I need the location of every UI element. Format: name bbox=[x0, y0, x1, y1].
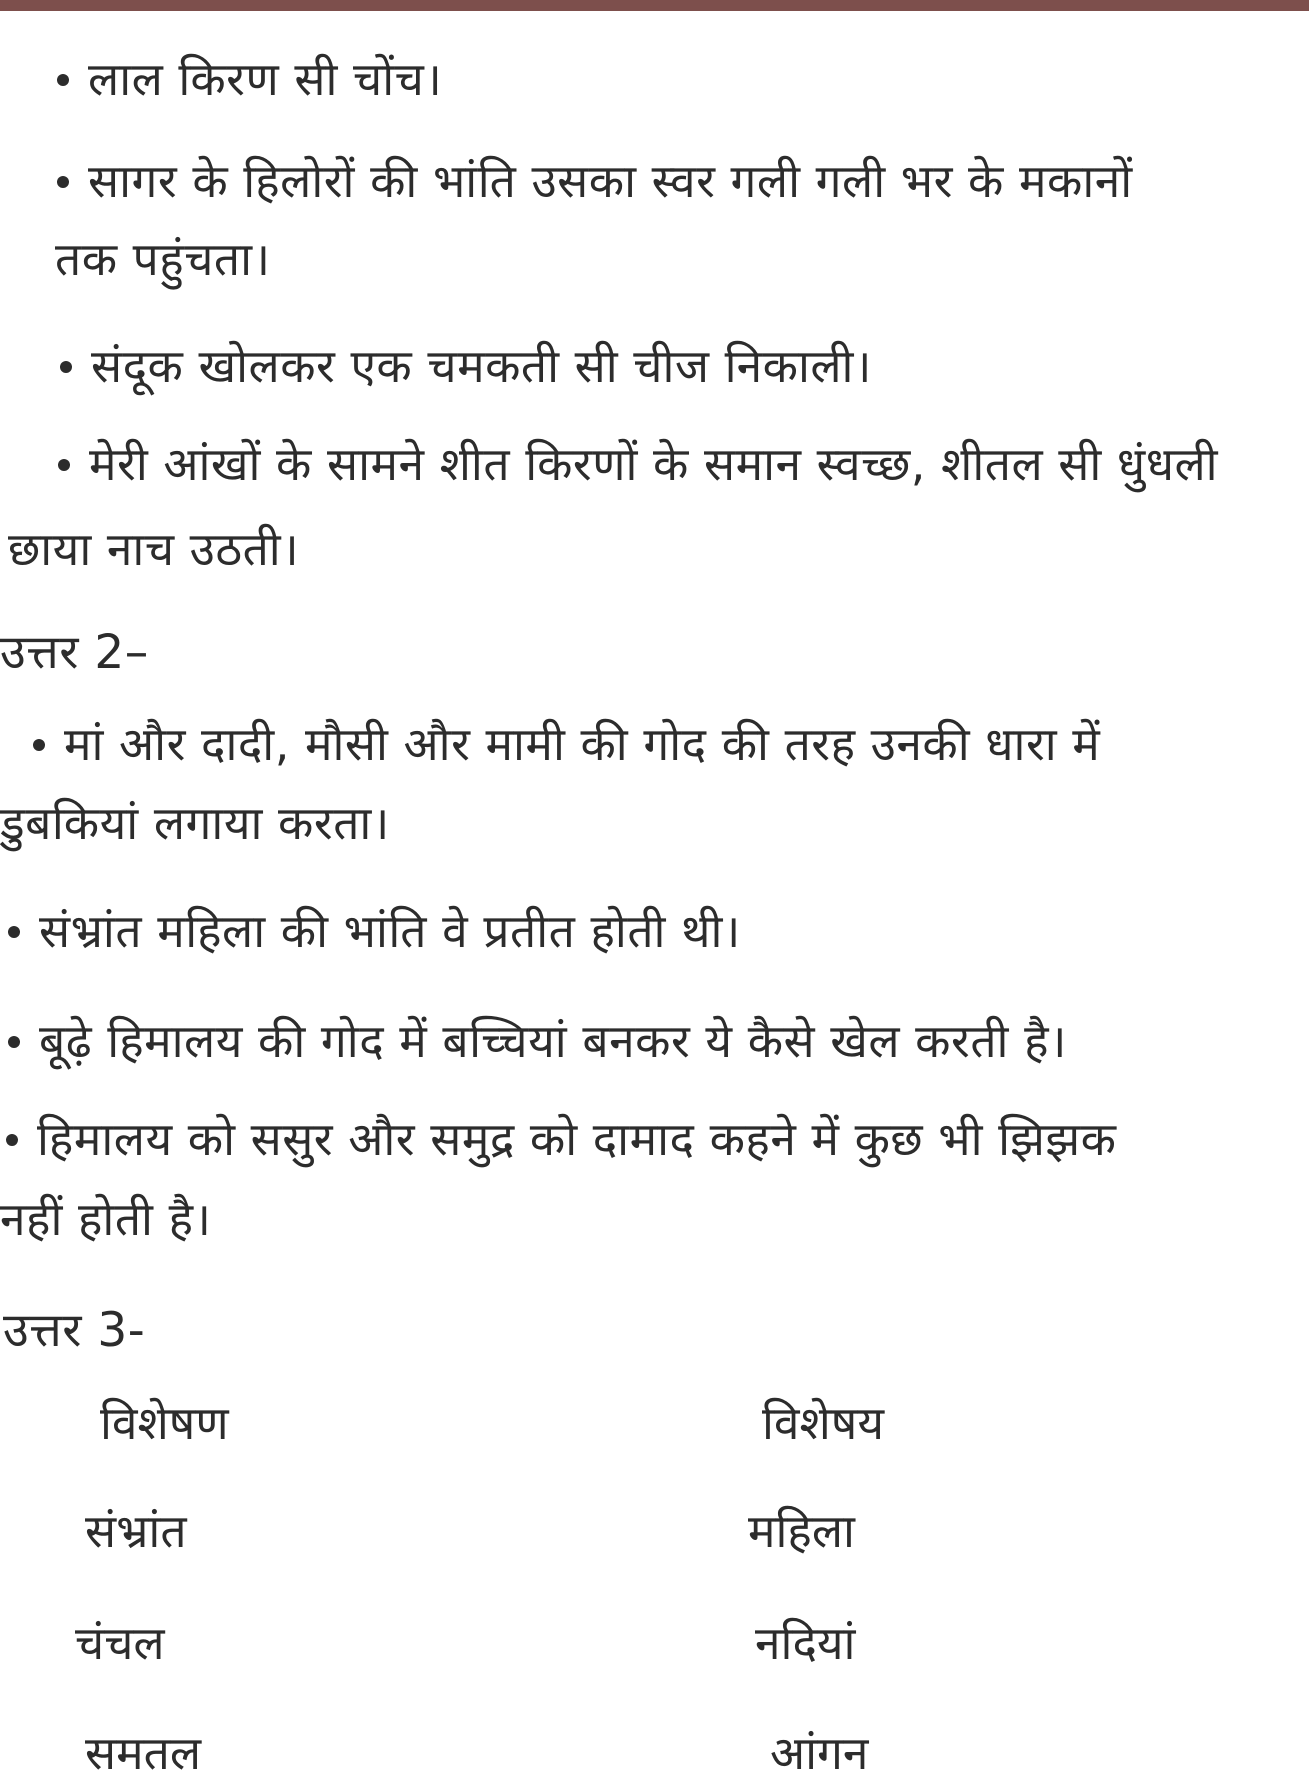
bullet-text: बूढ़े हिमालय की गोद में बच्चियां बनकर ये कैसे खेल करती है। bbox=[39, 1014, 1067, 1068]
bullet-text: मेरी आंखों के सामने शीत किरणों के समान स्वच्छ, शीतल सी धुंधली bbox=[89, 437, 1219, 491]
bullet-item bbox=[8, 1010, 1067, 1072]
bullet-text-continued: तक पहुंचता। bbox=[55, 232, 271, 286]
bullet-text: लाल किरण सी चोंच। bbox=[88, 52, 443, 106]
answer2-heading: उत्तर 2– bbox=[0, 625, 149, 680]
bullet-dot-icon bbox=[60, 361, 72, 373]
table-cell: चंचल bbox=[75, 1616, 165, 1670]
bullet-text-continued: छाया नाच उठती। bbox=[8, 522, 300, 576]
table-cell: आंगन bbox=[770, 1726, 869, 1780]
bullet-item bbox=[6, 1108, 1116, 1170]
top-bar bbox=[0, 0, 1309, 11]
bullet-dot-icon bbox=[58, 459, 70, 471]
bullet-text: हिमालय को ससुर और समुद्र को दामाद कहने में कुछ भी झिझक bbox=[37, 1112, 1117, 1166]
table-header-visheshan: विशेषण bbox=[100, 1396, 229, 1450]
bullet-dot-icon bbox=[8, 1036, 20, 1048]
table-cell: समतल bbox=[85, 1726, 202, 1780]
bullet-dot-icon bbox=[6, 1134, 18, 1146]
bullet-text: सागर के हिलोरों की भांति उसका स्वर गली गली भर के मकानों bbox=[88, 154, 1133, 208]
bullet-item bbox=[60, 335, 872, 397]
bullet-text-continued: डुबकियां लगाया करता। bbox=[0, 796, 390, 850]
bullet-text-continued: नहीं होती है। bbox=[0, 1192, 212, 1246]
bullet-item bbox=[57, 48, 442, 110]
table-cell: संभ्रांत bbox=[85, 1504, 187, 1558]
table-header-visheshya: विशेषय bbox=[762, 1396, 885, 1450]
table-cell: महिला bbox=[748, 1504, 855, 1558]
table-cell: नदियां bbox=[755, 1616, 856, 1670]
bullet-dot-icon bbox=[33, 739, 45, 751]
bullet-text: संदूक खोलकर एक चमकती सी चीज निकाली। bbox=[91, 339, 872, 393]
bullet-dot-icon bbox=[8, 926, 20, 938]
bullet-text: संभ्रांत महिला की भांति वे प्रतीत होती थी। bbox=[39, 904, 741, 958]
answer3-heading: उत्तर 3- bbox=[3, 1303, 146, 1358]
bullet-dot-icon bbox=[57, 176, 69, 188]
bullet-item bbox=[33, 713, 1100, 775]
bullet-item bbox=[8, 900, 741, 962]
bullet-item bbox=[57, 150, 1133, 212]
bullet-text: मां और दादी, मौसी और मामी की गोद की तरह उनकी धारा में bbox=[64, 717, 1101, 771]
bullet-item bbox=[58, 433, 1218, 495]
bullet-dot-icon bbox=[57, 74, 69, 86]
